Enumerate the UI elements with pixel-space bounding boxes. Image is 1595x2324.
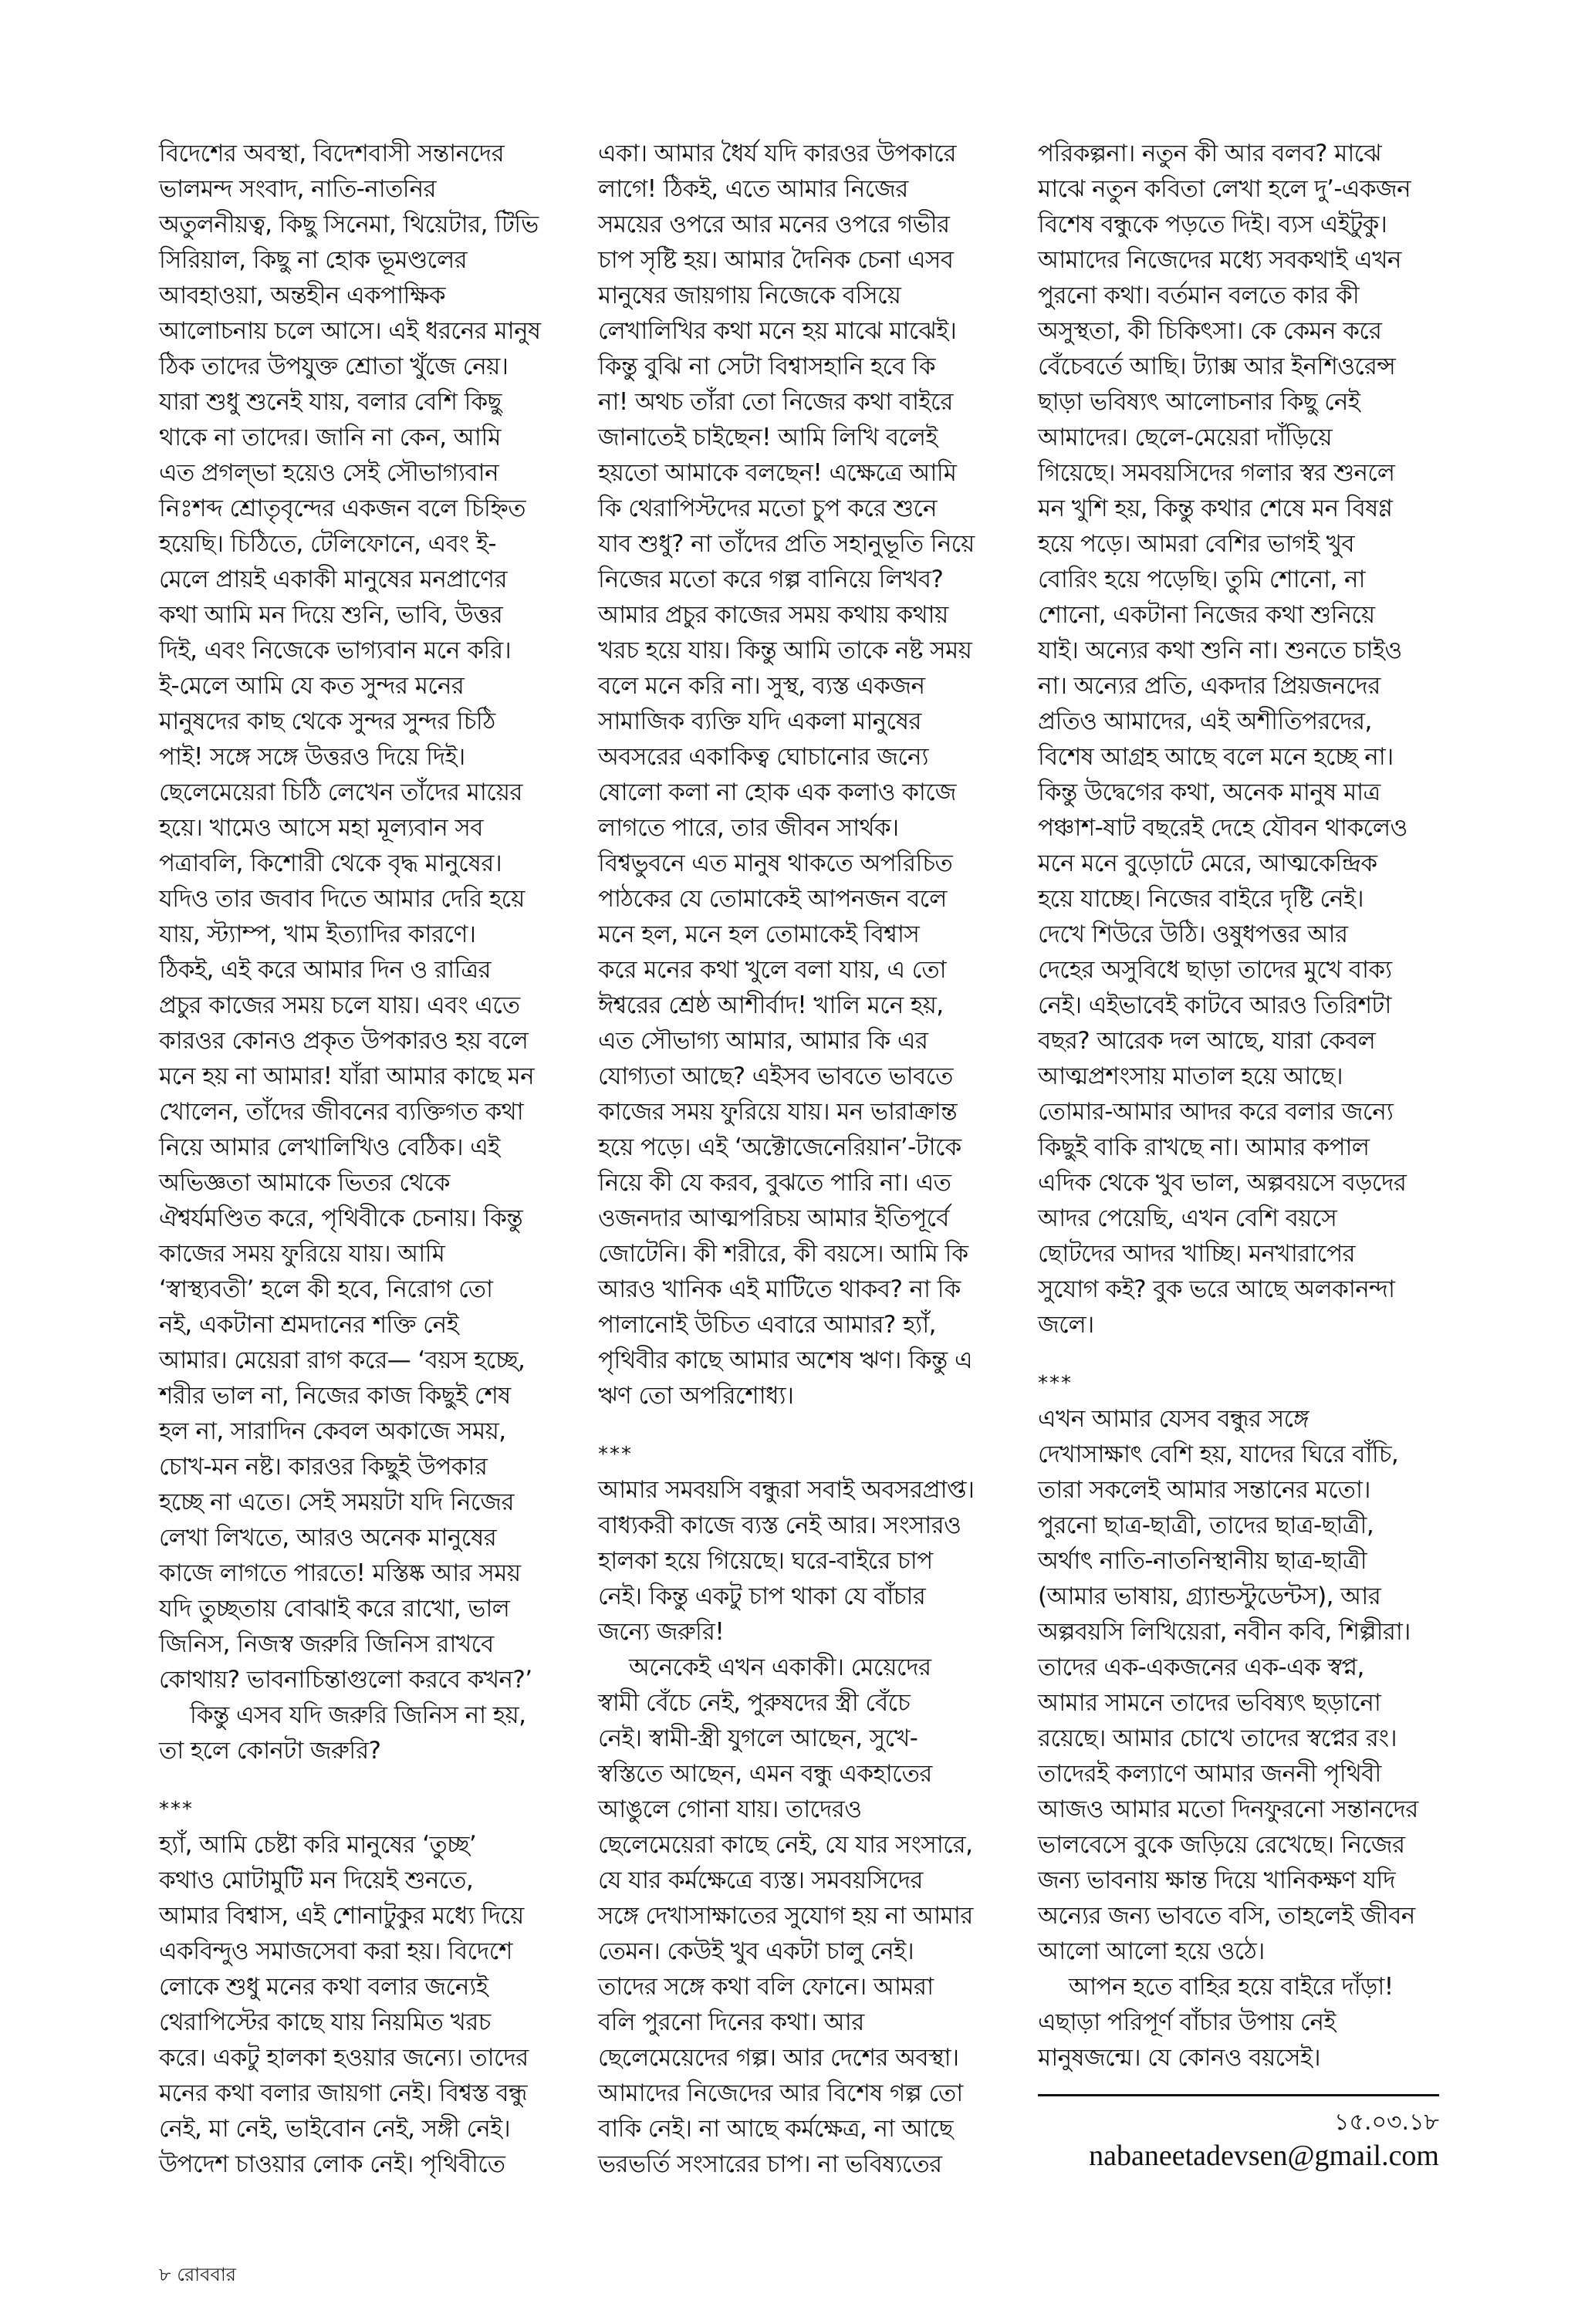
text-line: স্বস্তিতে আছেন, এমন বন্ধু একহাতের [598,1760,932,1788]
text-line: হ্যাঁ, আমি চেষ্টা করি মানুষের ‘তুচ্ছ’ [159,1831,477,1859]
text-line: কাজের সময় ফুরিয়ে যায়। মন ভারাক্রান্ত [598,1098,957,1126]
indented-line: আপন হতে বাহির হয়ে বাইরে দাঁড়া! [1069,1973,1394,2001]
text-line: অবসরের একাকিত্ব ঘোচানোর জন্যে [598,743,928,771]
text-line: যোগ্যতা আছে? এইসব ভাবতে ভাবতে [598,1062,953,1090]
text-line: আমাদের নিজেদের মধ্যে সবকথাই এখন [1038,246,1401,274]
text-line: না! অথচ তাঁরা তো নিজের কথা বাইরে [598,388,953,416]
signoff-divider [1038,2094,1439,2096]
text-line: দেহের অসুবিধে ছাড়া তাদের মুখে বাক্য [1038,956,1392,984]
text-line: তোমার-আমার আদর করে বলার জন্যে [1038,1098,1394,1126]
text-line: ওজনদার আত্মপরিচয় আমার ইতিপূর্বে [598,1204,949,1232]
column-3-paragraph [1038,136,1455,1343]
text-line: লেখালিখির কথা মনে হয় মাঝে মাঝেই। [598,317,957,345]
text-line: নই, একটানা শ্রমদানের শক্তি নেই [159,1311,459,1339]
column-1-section [159,1827,576,2182]
text-line: অল্পবয়সি লিখিয়েরা, নবীন কবি, শিল্পীরা। [1038,1618,1411,1646]
text-line: যাব শুধু? না তাঁদের প্রতি সহানুভূতি নিয়ে [598,530,975,558]
text-line: মাঝে নতুন কবিতা লেখা হলে দু’-একজন [1038,175,1411,203]
text-line: অর্থাৎ নাতি-নাতনিস্থানীয় ছাত্র-ছাত্রী [1038,1547,1367,1575]
text-line: মনে হল, মনে হল তোমাকেই বিশ্বাস [598,920,920,948]
text-line: ঋণ তো অপরিশোধ্য। [598,1382,794,1410]
text-line: অন্যের জন্য ভাবতে বসি, তাহলেই জীবন [1038,1902,1415,1930]
text-line: প্রতিও আমাদের, এই অশীতিপরদের, [1038,708,1372,735]
text-line: আদর পেয়েছি, এখন বেশি বয়সে [1038,1204,1337,1232]
text-line: থেরাপিস্টের কাছে যায় নিয়মিত খরচ [159,2008,491,2036]
text-line: অভিজ্ঞতা আমাকে ভিতর থেকে [159,1169,450,1197]
text-line: খোলেন, তাঁদের জীবনের ব্যক্তিগত কথা [159,1098,524,1126]
text-line: কিন্তু বুঝি না সেটা বিশ্বাসহানি হবে কি [598,353,935,380]
text-line: মানুষের জায়গায় নিজেকে বসিয়ে [598,282,901,309]
text-line: তা হলে কোনটা জরুরি? [159,1737,381,1765]
text-line: একবিন্দুও সমাজসেবা করা হয়। বিদেশে [159,1937,512,1965]
text-line: প্রচুর কাজের সময় চলে যায়। এবং এতে [159,991,520,1019]
text-line: ছেলেমেয়েরা চিঠি লেখেন তাঁদের মায়ের [159,779,522,806]
text-line: ছাড়া ভবিষ্যৎ আলোচনার কিছু নেই [1038,388,1360,416]
text-line: হল না, সারাদিন কেবল অকাজে সময়, [159,1417,506,1445]
article-column-2 [598,136,1015,2182]
text-line: মন খুশি হয়, কিন্তু কথার শেষে মন বিষণ্ণ [1038,495,1393,522]
text-line: এদিক থেকে খুব ভাল, অল্পবয়সে বড়দের [1038,1169,1407,1197]
text-line: না। অন্যের প্রতি, একদার প্রিয়জনদের [1038,672,1380,700]
text-line: খরচ হয়ে যায়। কিন্তু আমি তাকে নষ্ট সময় [598,637,972,664]
text-line: এত সৌভাগ্য আমার, আমার কি এর [598,1027,928,1055]
text-line: নিয়ে কী যে করব, বুঝতে পারি না। এত [598,1169,951,1197]
text-line: ই-মেলে আমি যে কত সুন্দর মনের [159,672,465,700]
text-line: জিনিস, নিজস্ব জরুরি জিনিস রাখবে [159,1630,494,1658]
text-line: আত্মপ্রশংসায় মাতাল হয়ে আছে। [1038,1062,1343,1090]
text-line: করে। একটু হালকা হওয়ার জন্যে। তাদের [159,2044,529,2072]
text-line: এছাড়া পরিপূর্ণ বাঁচার উপায় নেই [1038,2008,1336,2036]
text-line: মানুষদের কাছ থেকে সুন্দর সুন্দর চিঠি [159,708,495,735]
text-line: বলি পুরনো দিনের কথা। আর [598,2008,864,2036]
text-line: লাগতে পারে, তার জীবন সার্থক। [598,814,899,842]
text-line: যারা শুধু শুনেই যায়, বলার বেশি কিছু [159,388,502,416]
text-line: ছেলেমেয়েরা কাছে নেই, যে যার সংসারে, [598,1831,973,1859]
text-line: বাকি নেই। না আছে কর্মক্ষেত্র, না আছে [598,2115,953,2143]
text-line: পঞ্চাশ-ষাট বছরেই দেহে যৌবন থাকলেও [1038,814,1407,842]
text-line: আলোচনায় চলে আসে। এই ধরনের মানুষ [159,317,541,345]
text-line: রয়েছে। আমার চোখে তাদের স্বপ্নের রং। [1038,1724,1397,1752]
text-line: চোখ-মন নষ্ট। কারওর কিছুই উপকার [159,1453,488,1481]
text-line: একা। আমার ধৈর্য যদি কারওর উপকারে [598,140,956,167]
text-line: নেই, মা নেই, ভাইবোন নেই, সঙ্গী নেই। [159,2115,511,2143]
text-line: হয়ে পড়ে। আমরা বেশির ভাগই খুব [1038,530,1355,558]
text-line: আমার। মেয়েরা রাগ করে— ‘বয়স হচ্ছে, [159,1346,525,1374]
text-line: বোরিং হয়ে পড়েছি। তুমি শোনো, না [1038,566,1365,593]
column-3-closing [1038,2005,1455,2076]
text-line: মনের কথা বলার জায়গা নেই। বিশ্বস্ত বন্ধু [159,2079,527,2107]
text-line: হয়ে যাচ্ছে। নিজের বাইরে দৃষ্টি নেই। [1038,885,1364,913]
text-line: আমার সমবয়সি বন্ধুরা সবাই অবসরপ্রাপ্ত। [598,1476,975,1504]
section-separator: *** [159,1798,194,1821]
indented-line: অনেকেই এখন একাকী। মেয়েদের [629,1653,931,1681]
section-separator: *** [598,1443,633,1466]
text-line: জোটেনি। কী শরীরে, কী বয়সে। আমি কি [598,1240,968,1268]
text-line: বছর? আরেক দল আছে, যারা কেবল [1038,1027,1376,1055]
text-line: আজও আমার মতো দিনফুরনো সন্তানদের [1038,1795,1418,1823]
text-line: ষোলো কলা না হোক এক কলাও কাজে [598,779,956,806]
text-line: নেই। এইভাবেই কাটবে আরও তিরিশটা [1038,991,1391,1019]
text-line: কথা আমি মন দিয়ে শুনি, ভাবি, উত্তর [159,601,503,629]
text-line: দেখাসাক্ষাৎ বেশি হয়, যাদের ঘিরে বাঁচি, [1038,1441,1399,1468]
signoff-block [1038,2094,1439,2174]
text-line: ঠিকই, এই করে আমার দিন ও রাত্রির [159,956,491,984]
indented-line: কিন্তু এসব যদি জরুরি জিনিস না হয়, [190,1701,526,1729]
article-column-3 [1038,136,1455,2076]
text-line: সময়ের ওপরে আর মনের ওপরে গভীর [598,211,950,238]
text-line: কথাও মোটামুটি মন দিয়েই শুনতে, [159,1866,474,1894]
text-line: কারওর কোনও প্রকৃত উপকারও হয় বলে [159,1027,529,1055]
text-line: শোনো, একটানা নিজের কথা শুনিয়ে [1038,601,1375,629]
text-line: আমার প্রচুর কাজের সময় কথায় কথায় [598,601,948,629]
text-line: জন্য ভাবনায় ক্ষান্ত দিয়ে খানিকক্ষণ যদি [1038,1866,1396,1894]
text-line: পাই! সঙ্গে সঙ্গে উত্তরও দিয়ে দিই। [159,743,465,771]
text-line: ছোটদের আদর খাচ্ছি। মনখারাপের [1038,1240,1356,1268]
text-line: গিয়েছে। সমবয়সিদের গলার স্বর শুনলে [1038,459,1395,487]
text-line: ভালবেসে বুকে জড়িয়ে রেখেছে। নিজের [1038,1831,1405,1859]
text-line: বিশেষ আগ্রহ আছে বলে মনে হচ্ছে না। [1038,743,1394,771]
text-line: কোথায়? ভাবনাচিন্তাগুলো করবে কখন?’ [159,1666,532,1694]
text-line: মনে মনে বুড়োটে মেরে, আত্মকেন্দ্রিক [1038,850,1377,877]
text-line: জন্যে জরুরি! [598,1618,725,1646]
text-line: কিন্তু উদ্বেগের কথা, অনেক মানুষ মাত্র [1038,779,1380,806]
text-line: অসুস্থতা, কী চিকিৎসা। কে কেমন করে [1038,317,1382,345]
text-line: দিই, এবং নিজেকে ভাগ্যবান মনে করি। [159,637,512,664]
text-line: বাধ্যকরী কাজে ব্যস্ত নেই আর। সংসারও [598,1512,961,1539]
text-line: নিঃশব্দ শ্রোতৃবৃন্দের একজন বলে চিহ্নিত [159,495,525,522]
text-line: এত প্রগল্‌ভা হয়েও সেই সৌভাগ্যবান [159,459,498,487]
text-line: এখন আমার যেসব বন্ধুর সঙ্গে [1038,1405,1309,1433]
text-line: আমাদের। ছেলে-মেয়েরা দাঁড়িয়ে [1038,424,1332,451]
text-line: সামাজিক ব্যক্তি যদি একলা মানুষের [598,708,921,735]
text-line: কিছুই বাকি রাখছে না। আমার কপাল [1038,1133,1370,1161]
text-line: পৃথিবীর কাছে আমার অশেষ ঋণ। কিন্তু এ [598,1346,972,1374]
text-line: আমাদের নিজেদের আর বিশেষ গল্প তো [598,2079,963,2107]
text-line: জানাতেই চাইছেন! আমি লিখি বলেই [598,424,938,451]
text-line: উপদেশ চাওয়ার লোক নেই। পৃথিবীতে [159,2150,505,2178]
text-line: ঠিক তাদের উপযুক্ত শ্রোতা খুঁজে নেয়। [159,353,509,380]
text-line: লাগে! ঠিকই, এতে আমার নিজের [598,175,908,203]
text-line: বলে মনে করি না। সুস্থ, ব্যস্ত একজন [598,672,925,700]
text-line: ভালমন্দ সংবাদ, নাতি-নাতনির [159,175,436,203]
text-line: (আমার ভাষায়, গ্র্যান্ডস্টুডেন্টস), আর [1038,1583,1381,1610]
text-line: বিদেশের অবস্থা, বিদেশবাসী সন্তানদের [159,140,505,167]
column-3-section [1038,1401,1455,1969]
text-line: ঐশ্বর্যমণ্ডিত করে, পৃথিবীকে চেনায়। কিন্তু [159,1204,523,1232]
text-line: আমার বিশ্বাস, এই শোনাটুকুর মধ্যে দিয়ে [159,1902,524,1930]
text-line: ভরভর্তি সংসারের চাপ। না ভবিষ্যতের [598,2150,942,2178]
text-line: তাদের সঙ্গে কথা বলি ফোনে। আমরা [598,1973,934,2001]
text-line: মানুষজন্মে। যে কোনও বয়সেই। [1038,2044,1320,2072]
article-column-1 [159,136,576,2182]
text-line: তারা সকলেই আমার সন্তানের মতো। [1038,1476,1370,1504]
text-line: শরীর ভাল না, নিজের কাজ কিছুই শেষ [159,1382,511,1410]
text-line: মেলে প্রায়ই একাকী মানুষের মনপ্রাণের [159,566,507,593]
text-line: তাদের এক-একজনের এক-এক স্বপ্ন, [1038,1653,1364,1681]
text-line: ছেলেমেয়েদের গল্প। আর দেশের অবস্থা। [598,2044,959,2072]
text-line: কাজে লাগতে পারতে! মস্তিষ্ক আর সময় [159,1559,521,1587]
text-line: চাপ সৃষ্টি হয়। আমার দৈনিক চেনা এসব [598,246,954,274]
column-1-paragraph [159,136,576,1697]
section-separator: *** [1038,1372,1073,1395]
author-email[interactable]: nabaneetadevsen@gmail.com [1089,2140,1439,2172]
text-line: হয়ে পড়ে। এই ‘অক্টোজেনেরিয়ান’-টাকে [598,1133,961,1161]
text-line: লেখা লিখতে, আরও অনেক মানুষের [159,1524,497,1552]
column-2-paragraph [598,136,1015,1414]
text-line: আঙুলে গোনা যায়। তাদেরও [598,1795,862,1823]
text-line: বিশেষ বন্ধুকে পড়তে দিই। ব্যস এইটুকু। [1038,211,1387,238]
text-line: নেই। কিন্তু একটু চাপ থাকা যে বাঁচার [598,1583,926,1610]
text-line: পত্রাবলি, কিশোরী থেকে বৃদ্ধ মানুষের। [159,850,502,877]
text-line: কাজের সময় ফুরিয়ে যায়। আমি [159,1240,445,1268]
text-line: বেঁচেবর্তে আছি। ট্যাক্স আর ইনশিওরেন্স [1038,353,1396,380]
text-line: করে মনের কথা খুলে বলা যায়, এ তো [598,956,946,984]
text-line: মনে হয় না আমার! যাঁরা আমার কাছে মন [159,1062,534,1090]
text-line: স্বামী বেঁচে নেই, পুরুষদের স্ত্রী বেঁচে [598,1689,911,1717]
text-line: তেমন। কেউই খুব একটা চালু নেই। [598,1937,914,1965]
text-line: যাই। অন্যের কথা শুনি না। শুনতে চাইও [1038,637,1402,664]
text-line: জলে। [1038,1311,1094,1339]
column-2-paragraph-continued [598,1685,1015,2182]
text-line: পালানোই উচিত এবারে আমার? হ্যাঁ, [598,1311,936,1339]
text-line: ‘স্বাস্থ্যবতী’ হলে কী হবে, নিরোগ তো [159,1275,493,1303]
text-line: যদিও তার জবাব দিতে আমার দেরি হয়ে [159,885,525,913]
text-line: হয়ে। খামেও আসে মহা মূল্যবান সব [159,814,483,842]
text-line: অতুলনীয়ত্ব, কিছু সিনেমা, থিয়েটার, টিভি [159,211,539,238]
text-line: হচ্ছে না এতে। সেই সময়টা যদি নিজের [159,1488,514,1516]
text-line: আমার সামনে তাদের ভবিষ্যৎ ছড়ানো [1038,1689,1381,1717]
text-line: সঙ্গে দেখাসাক্ষাতের সুযোগ হয় না আমার [598,1902,973,1930]
text-line: কি থেরাপিস্টদের মতো চুপ করে শুনে [598,495,937,522]
text-line: নিজের মতো করে গল্প বানিয়ে লিখব? [598,566,944,593]
text-line: আবহাওয়া, অন্তহীন একপাক্ষিক [159,282,445,309]
text-line: পাঠকের যে তোমাকেই আপনজন বলে [598,885,947,913]
text-line: লোকে শুধু মনের কথা বলার জন্যেই [159,1973,488,2001]
article-date: ১৫.০৩.১৮ [1334,2109,1439,2136]
text-line: নিয়ে আমার লেখালিখিও বেঠিক। এই [159,1133,500,1161]
text-line: আরও খানিক এই মাটিতে থাকব? না কি [598,1275,961,1303]
page-footer: ৮ রোববার [159,2264,236,2285]
text-line: সিরিয়াল, কিছু না হোক ভূমণ্ডলের [159,246,468,274]
text-line: থাকে না তাদের। জানি না কেন, আমি [159,424,501,451]
text-line: দেখে শিউরে উঠি। ওষুধপত্তর আর [1038,920,1348,948]
text-line: হয়েছি। চিঠিতে, টেলিফোনে, এবং ই- [159,530,497,558]
text-line: পরিকল্পনা। নতুন কী আর বলব? মাঝে [1038,140,1382,167]
text-line: পুরনো কথা। বর্তমান বলতে কার কী [1038,282,1360,309]
text-line: হয়তো আমাকে বলছেন! এক্ষেত্রে আমি [598,459,957,487]
text-line: যে যার কর্মক্ষেত্রে ব্যস্ত। সমবয়সিদের [598,1866,923,1894]
text-line: নেই। স্বামী-স্ত্রী যুগলে আছেন, সুখে- [598,1724,918,1752]
text-line: হালকা হয়ে গিয়েছে। ঘরে-বাইরে চাপ [598,1547,933,1575]
text-line: আলো আলো হয়ে ওঠে। [1038,1937,1265,1965]
text-line: তাদেরই কল্যাণে আমার জননী পৃথিবী [1038,1760,1381,1788]
text-line: যায়, স্ট্যাম্প, খাম ইত্যাদির কারণে। [159,920,476,948]
column-2-section [598,1472,1015,1650]
text-line: যদি তুচ্ছতায় বোঝাই করে রাখো, ভাল [159,1595,510,1623]
text-line: ঈশ্বরের শ্রেষ্ঠ আশীর্বাদ! খালি মনে হয়, [598,991,944,1019]
text-line: সুযোগ কই? বুক ভরে আছে অলকানন্দা [1038,1275,1395,1303]
text-line: পুরনো ছাত্র-ছাত্রী, তাদের ছাত্র-ছাত্রী, [1038,1512,1374,1539]
text-line: বিশ্বভুবনে এত মানুষ থাকতে অপরিচিত [598,850,953,877]
